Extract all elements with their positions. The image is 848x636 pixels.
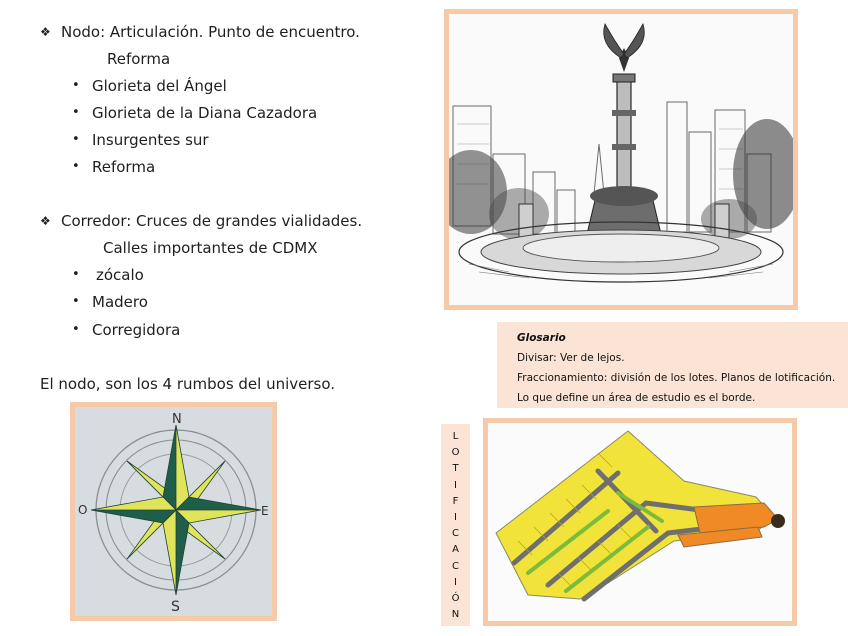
vertical-letter: F bbox=[452, 496, 459, 507]
vertical-letter: T bbox=[452, 463, 459, 474]
glossary-definition: Ver de lejos. bbox=[556, 352, 625, 364]
angel-monument-sketch-image bbox=[444, 9, 798, 310]
glossary-term: Divisar: bbox=[517, 352, 557, 364]
nodo-heading: Nodo: Articulación. Punto de encuentro. bbox=[61, 23, 360, 41]
nodo-subheading: Reforma bbox=[107, 50, 171, 68]
list-item: Madero bbox=[92, 293, 148, 311]
vertical-letter: O bbox=[451, 447, 460, 458]
glossary-panel bbox=[497, 322, 848, 408]
list-item: zócalo bbox=[96, 266, 144, 284]
dot-bullet-icon: • bbox=[72, 294, 80, 309]
list-item: Glorieta de la Diana Cazadora bbox=[92, 104, 318, 122]
dot-bullet-icon: • bbox=[72, 78, 80, 93]
vertical-letter: L bbox=[452, 431, 459, 442]
vertical-letter: C bbox=[452, 561, 459, 572]
glossary-line-2: Fraccionamiento: división de los lotes. Planos de lotificación. bbox=[517, 372, 836, 384]
vertical-letter: A bbox=[452, 544, 459, 555]
dot-bullet-icon: • bbox=[72, 322, 80, 337]
lotification-plan-image bbox=[483, 418, 797, 626]
compass-n-label: N bbox=[172, 412, 182, 427]
glossary-title: Glosario bbox=[517, 332, 566, 344]
compass-o-label: O bbox=[78, 503, 88, 517]
list-item: Corregidora bbox=[92, 321, 181, 339]
vertical-letter: I bbox=[454, 480, 457, 491]
vertical-letter: N bbox=[451, 609, 460, 620]
list-item: Reforma bbox=[92, 158, 156, 176]
list-item: Insurgentes sur bbox=[92, 131, 209, 149]
vertical-letter: I bbox=[454, 512, 457, 523]
corredor-subheading: Calles importantes de CDMX bbox=[103, 239, 318, 257]
dot-bullet-icon: • bbox=[72, 132, 80, 147]
compass-s-label: S bbox=[171, 599, 180, 615]
list-item: Glorieta del Ángel bbox=[92, 77, 227, 95]
lotificacion-vertical-label bbox=[441, 424, 470, 626]
diamond-bullet-icon: ❖ bbox=[40, 25, 51, 39]
compass-rose-image bbox=[70, 402, 277, 621]
vertical-letter: Ó bbox=[451, 593, 460, 604]
dot-bullet-icon: • bbox=[72, 267, 80, 282]
compass-e-label: E bbox=[261, 504, 269, 518]
corredor-heading: Corredor: Cruces de grandes vialidades. bbox=[61, 212, 363, 230]
vertical-letter: I bbox=[454, 577, 457, 588]
vertical-letter: C bbox=[452, 528, 459, 539]
dot-bullet-icon: • bbox=[72, 105, 80, 120]
glossary-line-1 bbox=[517, 348, 848, 368]
nodo-statement: El nodo, son los 4 rumbos del universo. bbox=[40, 375, 336, 393]
glossary-line-3: Lo que define un área de estudio es el borde. bbox=[517, 392, 756, 404]
dot-bullet-icon: • bbox=[72, 159, 80, 174]
diamond-bullet-icon: ❖ bbox=[40, 214, 51, 228]
